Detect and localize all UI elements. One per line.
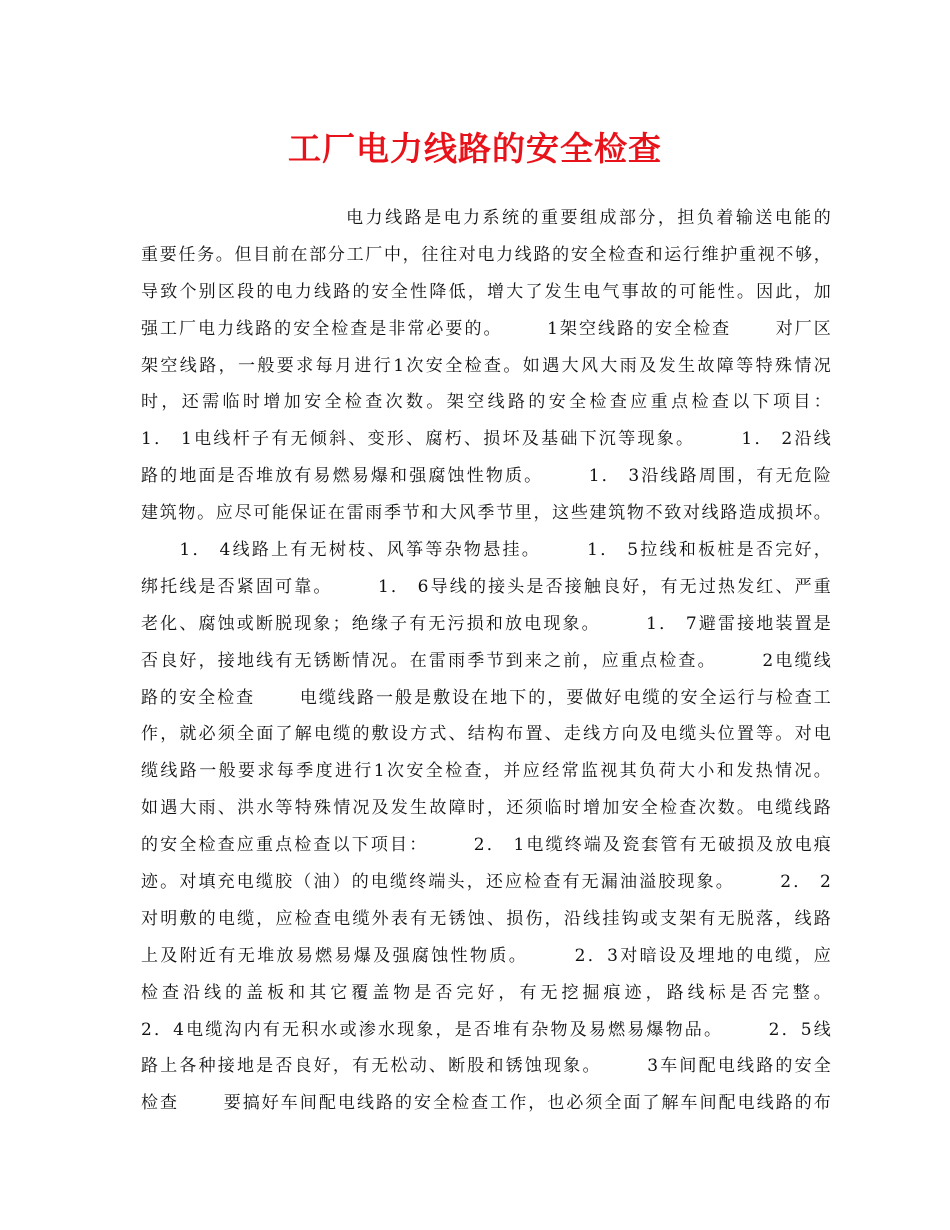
body-line: 缆线路一般要求每季度进行1次安全检查，并应经常监视其负荷大小和发热情况。 (141, 761, 831, 782)
body-line: 作，就必须全面了解电缆的敷设方式、结构布置、走线方向及电缆头位置等。对电 (141, 724, 831, 745)
body-line: 1． 1电线杆子有无倾斜、变形、腐朽、损坏及基础下沉等现象。 1． 2沿线 (141, 429, 831, 450)
body-line: 2．4电缆沟内有无积水或渗水现象，是否堆有杂物及易燃易爆物品。 2．5线 (141, 1019, 831, 1040)
body-line: 上及附近有无堆放易燃易爆及强腐蚀性物质。 2．3对暗设及埋地的电缆，应 (141, 945, 831, 966)
body-line: 路的安全检查 电缆线路一般是敷设在地下的，要做好电缆的安全运行与检查工 (141, 687, 831, 708)
document-title: 工厂电力线路的安全检查 (288, 129, 662, 168)
body-line: 时，还需临时增加安全检查次数。架空线路的安全检查应重点检查以下项目： (141, 392, 831, 413)
body-line: 老化、腐蚀或断脱现象；绝缘子有无污损和放电现象。 1． 7避雷接地装置是 (141, 613, 831, 634)
body-line: 如遇大雨、洪水等特殊情况及发生故障时，还须临时增加安全检查次数。电缆线路 (141, 798, 831, 819)
body-line: 电力线路是电力系统的重要组成部分，担负着输送电能的 (141, 208, 831, 228)
body-line: 迹。对填充电缆胶（油）的电缆终端头，还应检查有无漏油溢胶现象。 2． 2 (141, 872, 831, 893)
document-body (141, 200, 831, 1122)
body-line: 检查沿线的盖板和其它覆盖物是否完好，有无挖掘痕迹，路线标是否完整。 (141, 982, 831, 1003)
body-line: 建筑物。应尽可能保证在雷雨季节和大风季节里，这些建筑物不致对线路造成损坏。 (141, 503, 831, 524)
body-line: 路上各种接地是否良好，有无松动、断股和锈蚀现象。 3车间配电线路的安全 (141, 1056, 831, 1077)
body-line: 路的地面是否堆放有易燃易爆和强腐蚀性物质。 1． 3沿线路周围，有无危险 (141, 466, 831, 487)
body-line: 架空线路，一般要求每月进行1次安全检查。如遇大风大雨及发生故障等特殊情况 (141, 355, 831, 376)
body-line: 的安全检查应重点检查以下项目： 2． 1电缆终端及瓷套管有无破损及放电痕 (141, 835, 831, 856)
body-line: 否良好，接地线有无锈断情况。在雷雨季节到来之前，应重点检查。 2电缆线 (141, 650, 831, 671)
body-line: 1． 4线路上有无树枝、风筝等杂物悬挂。 1． 5拉线和板桩是否完好， (141, 540, 831, 561)
body-line: 导致个别区段的电力线路的安全性降低，增大了发生电气事故的可能性。因此，加 (141, 281, 831, 302)
body-line: 强工厂电力线路的安全检查是非常必要的。 1架空线路的安全检查 对厂区 (141, 318, 831, 339)
body-line: 检查 要搞好车间配电线路的安全检查工作，也必须全面了解车间配电线路的布 (141, 1093, 831, 1114)
body-line: 对明敷的电缆，应检查电缆外表有无锈蚀、损伤，沿线挂钩或支架有无脱落，线路 (141, 908, 831, 929)
body-line: 重要任务。但目前在部分工厂中，往往对电力线路的安全检查和运行维护重视不够， (141, 244, 831, 265)
body-line: 绑托线是否紧固可靠。 1． 6导线的接头是否接触良好，有无过热发红、严重 (141, 576, 831, 597)
